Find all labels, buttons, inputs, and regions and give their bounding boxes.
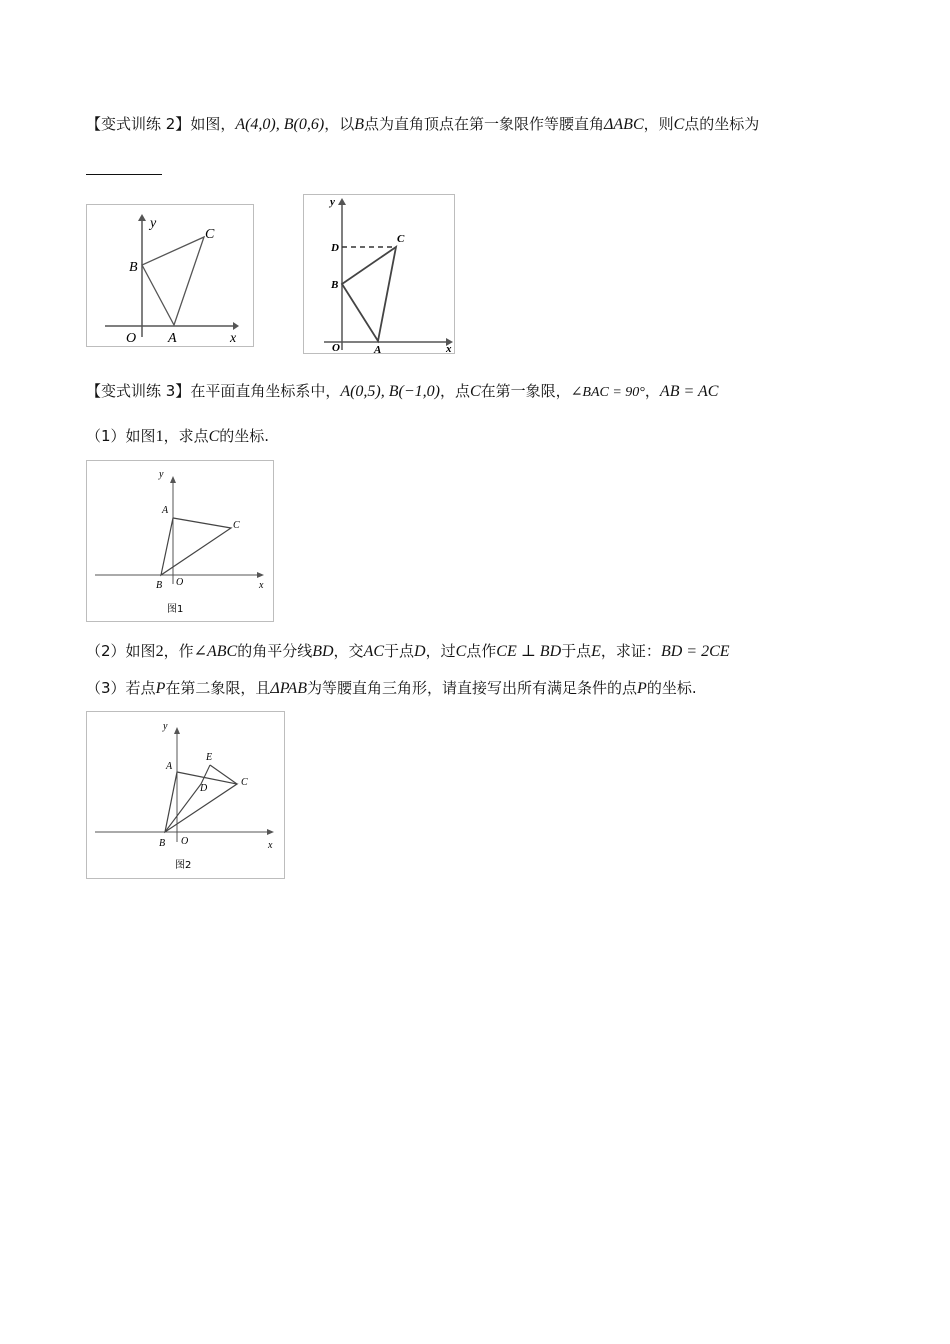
- label-x: x: [230, 331, 237, 346]
- text-segment: 点的坐标为: [684, 115, 760, 133]
- math-segment: E: [591, 643, 601, 660]
- text-segment: 为等腰直角三角形，请直接写出所有满足条件的点: [307, 679, 638, 697]
- text-segment: 于点: [384, 642, 415, 660]
- text-segment: ，点: [439, 382, 470, 400]
- triangle-abc: [342, 247, 396, 341]
- label-y: y: [159, 469, 164, 480]
- text-segment: ，过: [425, 642, 456, 660]
- label-c: C: [233, 520, 240, 531]
- figure-b: [303, 194, 455, 354]
- math-segment: 2: [155, 643, 164, 660]
- figure-caption: 图1: [167, 604, 184, 615]
- text-segment: 在平面直角坐标系中，: [190, 382, 341, 400]
- question-number: （2）: [86, 642, 126, 660]
- label-a: A: [166, 761, 173, 772]
- math-segment: BD: [312, 643, 334, 660]
- triangle-abc: [165, 772, 237, 832]
- label-y: y: [163, 721, 168, 732]
- question-3: [86, 677, 697, 700]
- figure-2: [86, 711, 285, 879]
- question-number: （3）: [86, 679, 126, 697]
- label-a: A: [374, 344, 382, 353]
- label-b: B: [156, 580, 163, 591]
- label-a: A: [168, 331, 177, 346]
- math-segment: P: [637, 680, 647, 697]
- label-o: O: [126, 331, 137, 346]
- triangle-abc: [161, 518, 231, 575]
- question-number: （1）: [86, 427, 126, 445]
- text-segment: 在第二象限，且: [165, 679, 271, 697]
- label-a: A: [162, 505, 169, 516]
- text-segment: ，: [644, 382, 660, 400]
- text-segment: ，作: [163, 642, 194, 660]
- math-segment: AC: [363, 643, 385, 660]
- text-segment: 如图: [125, 642, 156, 660]
- text-segment: ，则: [643, 115, 674, 133]
- math-segment: P: [155, 680, 166, 697]
- y-axis-arrow: [338, 198, 346, 205]
- label-c: C: [205, 227, 215, 242]
- exercise-3-statement: [86, 380, 718, 404]
- math-segment: ∠BAC = 90°: [570, 385, 645, 400]
- question-1: [86, 425, 269, 448]
- label-x: x: [259, 580, 264, 591]
- x-axis-arrow: [267, 829, 274, 835]
- segment-de: [201, 765, 210, 784]
- figure-caption: 图2: [175, 860, 192, 871]
- label-y: y: [150, 216, 157, 231]
- label-b: B: [159, 838, 166, 849]
- label-d: D: [331, 242, 339, 254]
- label-b: B: [129, 260, 138, 275]
- label-c: C: [397, 233, 405, 245]
- exercise-2-tag: 【变式训练 2】: [86, 115, 191, 133]
- math-segment: C: [455, 643, 467, 660]
- triangle-abc: [142, 237, 204, 325]
- text-segment: 在第一象限，: [480, 382, 571, 400]
- math-segment: ΔABC: [604, 116, 644, 133]
- math-segment: 1: [155, 428, 164, 445]
- math-segment: ΔPAB: [270, 680, 308, 697]
- math-segment: C: [208, 428, 220, 445]
- x-axis-arrow: [257, 572, 264, 578]
- figure-1: [86, 460, 274, 622]
- label-x: x: [446, 343, 452, 353]
- text-segment: 若点: [125, 679, 156, 697]
- math-segment: CE ⊥ BD: [496, 643, 562, 660]
- label-o: O: [332, 342, 340, 353]
- y-axis-arrow: [138, 214, 146, 221]
- y-axis-arrow: [170, 476, 176, 483]
- text-segment: 点为直角顶点在第一象限作等腰直角: [363, 115, 604, 133]
- math-segment: ∠ABC: [193, 643, 238, 660]
- label-o: O: [181, 836, 189, 847]
- text-segment: 如图: [125, 427, 156, 445]
- label-x: x: [268, 840, 273, 851]
- math-segment: D: [414, 643, 426, 660]
- label-e: E: [206, 752, 213, 763]
- math-segment: C: [470, 383, 481, 400]
- text-segment: 的坐标.: [646, 679, 697, 697]
- math-segment: A(4,0), B(0,6): [235, 116, 325, 133]
- text-segment: 点作: [466, 642, 497, 660]
- text-segment: 的坐标.: [219, 427, 270, 445]
- text-segment: ，以: [324, 115, 355, 133]
- figure-a: [86, 204, 254, 347]
- label-d: D: [200, 783, 208, 794]
- text-segment: 于点: [561, 642, 592, 660]
- text-segment: ，求证：: [600, 642, 661, 660]
- answer-blank: [86, 174, 162, 175]
- label-o: O: [176, 577, 184, 588]
- x-axis-arrow: [233, 322, 239, 330]
- exercise-2-statement: [86, 113, 759, 136]
- math-segment: BD = 2CE: [660, 643, 730, 660]
- label-b: B: [331, 279, 339, 291]
- text-segment: ，求点: [163, 427, 209, 445]
- text-segment: ，交: [333, 642, 364, 660]
- math-segment: C: [673, 116, 685, 133]
- text-segment: 如图，: [190, 115, 236, 133]
- text-segment: 的角平分线: [237, 642, 313, 660]
- label-y: y: [330, 196, 335, 208]
- math-segment: A(0,5), B(−1,0): [340, 383, 440, 400]
- math-segment: B: [354, 116, 364, 133]
- math-segment: AB = AC: [659, 383, 719, 400]
- label-c: C: [241, 777, 248, 788]
- question-2: [86, 640, 730, 663]
- exercise-3-tag: 【变式训练 3】: [86, 382, 191, 400]
- y-axis-arrow: [174, 727, 180, 734]
